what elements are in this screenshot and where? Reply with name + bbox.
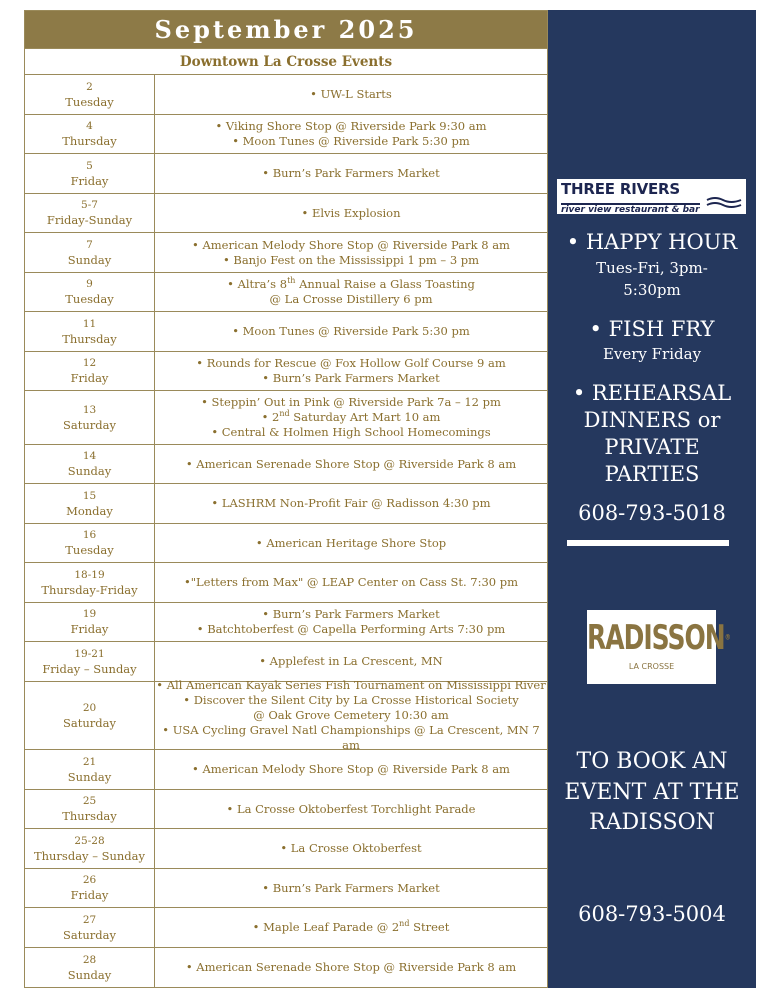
month-title: September 2025 [25,11,547,49]
weekday: Thursday [62,134,117,148]
day-number: 15 [82,489,97,502]
event-item: • Moon Tunes @ Riverside Park 5:30 pm [232,134,470,148]
table-row [25,563,547,603]
events-cell [155,312,547,351]
table-row [25,948,547,987]
weekday: Sunday [67,769,112,784]
event-item: • Discover the Silent City by La Crosse Historical Society [183,693,519,707]
event-item: • Burn’s Park Farmers Market [262,166,440,180]
date-cell [25,829,155,868]
weekday: Thursday – Sunday [33,848,146,863]
event-item: • American Melody Shore Stop @ Riverside Park 8 am [192,762,510,776]
day-number: 21 [82,755,97,768]
day-number: 25 [82,795,97,807]
weekday: Friday [70,371,109,385]
day-number: 7 [86,238,93,251]
event-item: • UW-L Starts [310,87,392,101]
weekday: Saturday [63,417,116,432]
event-item: • Rounds for Rescue @ Fox Hollow Golf Course 9 am [196,356,506,370]
day-number: 14 [82,450,97,462]
table-row [25,790,547,829]
table-row [25,642,547,682]
date-cell [25,352,155,390]
table-row [25,524,547,563]
day-number: 26 [82,874,97,886]
date-cell [25,682,155,749]
date-cell [25,908,155,947]
fish-fry-title: • FISH FRY [589,317,715,341]
event-item: @ Oak Grove Cemetery 10:30 am [253,708,449,722]
weekday: Thursday [62,809,117,823]
weekday: Tuesday [65,292,114,306]
events-cell [155,642,547,681]
happy-hour-detail: Tues-Fri, 3pm-5:30pm [596,259,708,299]
event-item: • La Crosse Oktoberfest Torchlight Parade [226,801,476,816]
events-cell [155,154,547,193]
day-number: 19-21 [74,647,105,660]
events-cell [155,563,547,602]
weekday: Friday [70,888,109,902]
event-item: • USA Cycling Gravel Natl Championships @ La Crescent, MN 7 am [162,723,540,752]
event-item: • American Melody Shore Stop @ Riverside Park 8 am [192,237,510,252]
book-event-text: TO BOOK AN EVENT AT THE RADISSON [564,749,740,835]
radisson-logo [587,610,730,684]
table-row [25,445,547,484]
event-item: • La Crosse Oktoberfest [280,841,422,855]
divider-bar [567,540,729,546]
weekday: Friday [70,173,109,188]
date-cell [25,445,155,483]
date-cell [25,869,155,907]
three-rivers-logo [557,179,746,214]
events-cell [155,948,547,987]
date-cell [25,154,155,193]
date-cell [25,194,155,232]
weekday: Friday-Sunday [46,213,133,227]
events-cell [155,233,547,272]
events-cell [155,908,547,947]
date-cell [25,233,155,272]
weekday: Sunday [67,252,112,267]
events-calendar [24,10,548,988]
event-item: • Central & Holmen High School Homecomings [211,425,491,439]
weekday: Tuesday [65,94,114,109]
three-rivers-logo-name: THREE RIVERS [561,180,680,198]
event-item: • Moon Tunes @ Riverside Park 5:30 pm [232,324,470,338]
three-rivers-logo-tagline: river view restaurant & bar [561,205,700,215]
table-row [25,194,547,233]
day-number: 16 [82,529,97,541]
weekday: Thursday-Friday [41,582,138,597]
day-number: 27 [82,913,97,926]
table-row [25,154,547,194]
rehearsal-dinners-text: • REHEARSAL DINNERS or PRIVATE PARTIES [572,381,732,486]
date-cell [25,115,155,153]
date-cell [25,524,155,562]
event-rows [25,75,547,987]
day-number: 2 [86,80,93,93]
table-row [25,603,547,642]
events-cell [155,869,547,907]
table-row [25,233,547,273]
advertising-sidebar [548,10,756,988]
event-item: • Elvis Explosion [301,205,401,220]
event-item: • Altra’s 8th Annual Raise a Glass Toasting [227,276,475,291]
day-number: 25-28 [74,834,105,847]
date-cell [25,75,155,114]
fish-fry-detail: Every Friday [602,345,702,363]
event-item: • Batchtoberfest @ Capella Performing Arts 7:30 pm [196,622,506,636]
day-number: 20 [82,701,97,714]
weekday: Saturday [63,927,116,942]
event-item: • American Serenade Shore Stop @ Riverside Park 8 am [185,960,517,974]
event-item: • Banjo Fest on the Mississippi 1 pm – 3 pm [222,252,480,267]
date-cell [25,312,155,351]
day-number: 11 [82,317,97,330]
date-cell [25,750,155,789]
table-row [25,869,547,908]
table-row [25,312,547,352]
events-cell [155,484,547,523]
day-number: 13 [82,403,97,416]
day-number: 4 [86,120,93,132]
radisson-logo-city: LA CROSSE [628,662,675,671]
date-cell [25,273,155,311]
day-number: 5-7 [81,199,98,211]
table-row [25,829,547,869]
event-item: • 2nd Saturday Art Mart 10 am [261,409,441,424]
event-item: • Maple Leaf Parade @ 2nd Street [252,919,450,934]
event-item: • American Serenade Shore Stop @ Riverside Park 8 am [185,456,517,471]
table-row [25,391,547,445]
date-cell [25,563,155,602]
day-number: 9 [86,278,93,290]
event-item: • All American Kayak Series Fish Tournament on Mississippi River [156,678,546,692]
weekday: Thursday [62,331,117,346]
date-cell [25,603,155,641]
weekday: Monday [66,503,113,518]
event-item: @ La Crosse Distillery 6 pm [269,292,433,306]
day-number: 18-19 [74,568,105,581]
date-cell [25,391,155,444]
date-cell [25,642,155,681]
event-item: • Burn’s Park Farmers Market [262,880,440,895]
events-cell [155,790,547,828]
weekday: Saturday [63,715,116,730]
weekday: Sunday [67,967,112,982]
weekday: Sunday [67,464,112,478]
events-cell [155,603,547,641]
radisson-phone: 608-793-5004 [578,902,726,926]
happy-hour-title: • HAPPY HOUR [566,230,738,254]
event-item: • Burn’s Park Farmers Market [262,371,440,385]
date-cell [25,948,155,987]
table-row [25,908,547,948]
weekday: Friday – Sunday [42,661,137,676]
events-cell [155,194,547,232]
table-row [25,115,547,154]
event-item: • Applefest in La Crescent, MN [259,654,443,668]
events-cell [155,678,547,752]
weekday: Tuesday [65,543,114,557]
event-item: • Steppin’ Out in Pink @ Riverside Park 7a – 12 pm [201,395,501,409]
event-item: • Burn’s Park Farmers Market [262,607,440,621]
events-cell [155,391,547,444]
day-number: 28 [82,953,97,966]
event-item: • LASHRM Non-Profit Fair @ Radisson 4:30 pm [211,496,491,510]
event-item: • American Heritage Shore Stop [255,535,447,550]
events-cell [155,75,547,114]
events-cell [155,352,547,390]
weekday: Friday [70,622,109,636]
events-cell [155,115,547,153]
events-cell [155,445,547,483]
restaurant-phone: 608-793-5018 [578,501,726,525]
table-row [25,484,547,524]
date-cell [25,484,155,523]
table-row [25,273,547,312]
radisson-logo-registered: ® [724,632,730,643]
events-cell [155,524,547,562]
radisson-logo-name: RADISSON [587,617,725,657]
events-cell [155,829,547,868]
day-number: 5 [86,159,93,172]
event-item: • Viking Shore Stop @ Riverside Park 9:30 am [215,119,487,133]
table-row [25,750,547,790]
event-item: •"Letters from Max" @ LEAP Center on Cass St. 7:30 pm [183,575,519,589]
wave-icon [706,196,742,210]
events-cell [155,273,547,311]
table-row [25,678,547,752]
calendar-subtitle: Downtown La Crosse Events [25,49,547,75]
events-cell [155,750,547,789]
date-cell [25,790,155,828]
table-row [25,75,547,115]
day-number: 12 [82,357,97,369]
day-number: 19 [82,608,97,620]
table-row [25,352,547,391]
